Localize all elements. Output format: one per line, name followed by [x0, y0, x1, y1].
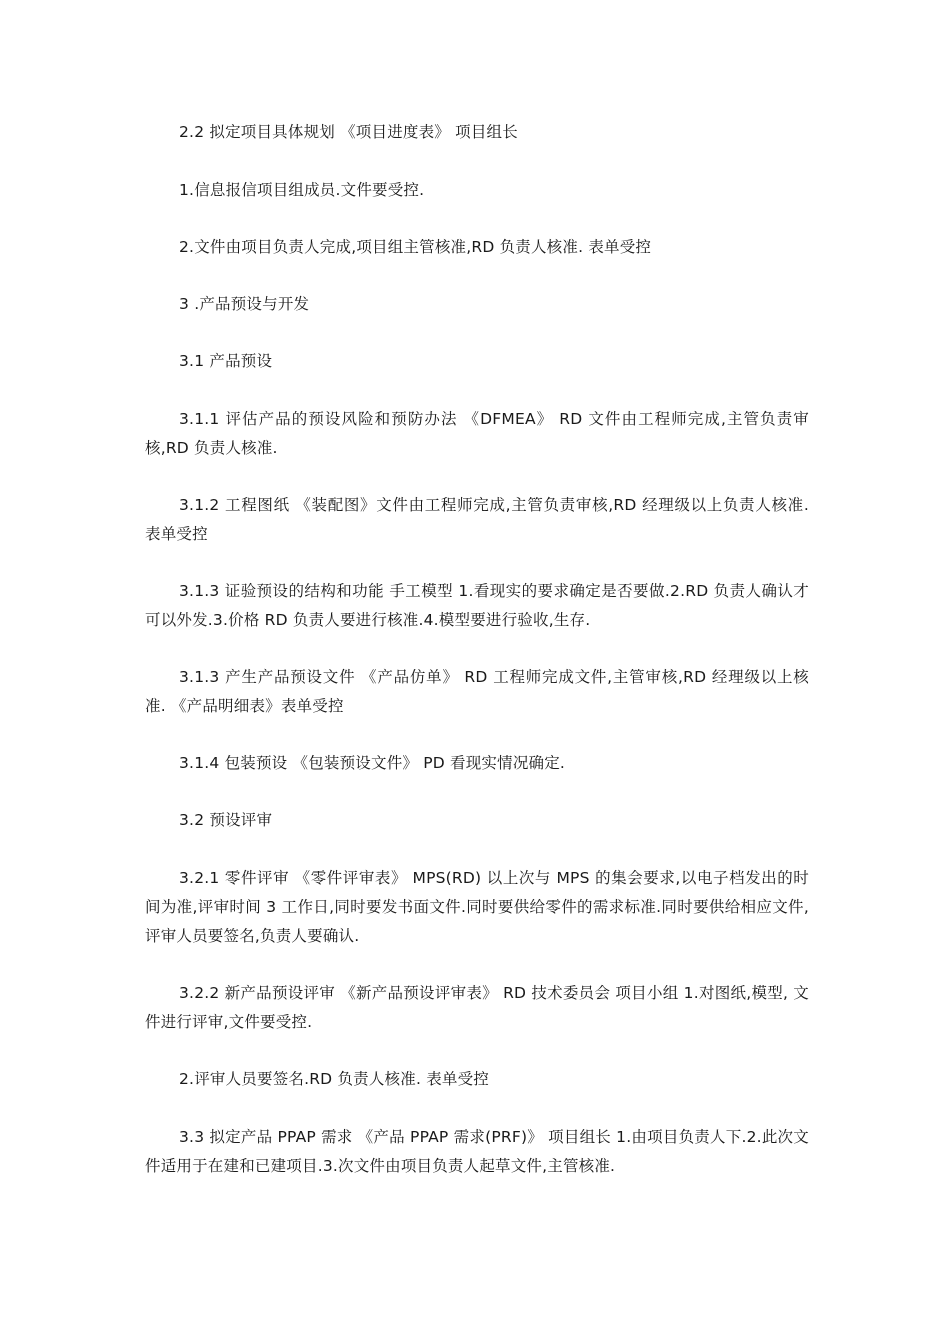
paragraph-3-heading: 3 .产品预设与开发	[179, 295, 310, 313]
paragraph-3-2-2: 3.2.2 新产品预设评审 《新产品预设评审表》 RD 技术委员会 项目小组 1.对图纸,模型, 文件进行评审,文件要受控.	[145, 984, 809, 1031]
paragraph-review-signoff: 2.评审人员要签名.RD 负责人核准. 表单受控	[179, 1070, 490, 1088]
paragraph-notify-members: 1.信息报信项目组成员.文件要受控.	[179, 181, 425, 199]
paragraph-file-approval: 2.文件由项目负责人完成,项目组主管核准,RD 负责人核准. 表单受控	[179, 238, 652, 256]
paragraph-3-1-2: 3.1.2 工程图纸 《装配图》文件由工程师完成,主管负责审核,RD 经理级以上负责人核准. 表单受控	[145, 496, 809, 543]
paragraph-3-1-3-docs: 3.1.3 产生产品预设文件 《产品仿单》 RD 工程师完成文件,主管审核,RD 经理级以上核准. 《产品明细表》表单受控	[145, 668, 809, 715]
paragraph-3-2-1: 3.2.1 零件评审 《零件评审表》 MPS(RD) 以上次与 MPS 的集会要求,以电子档发出的时间为准,评审时间 3 工作日,同时要发书面文件.同时要供给零件的需求标准.同时要供给相应文件,评审人员要签名,负责人要确认.	[145, 869, 809, 945]
paragraph-3-1: 3.1 产品预设	[179, 352, 273, 370]
paragraph-3-1-1: 3.1.1 评估产品的预设风险和预防办法 《DFMEA》 RD 文件由工程师完成,主管负责审核,RD 负责人核准.	[145, 410, 809, 457]
paragraph-2-2: 2.2 拟定项目具体规划 《项目进度表》 项目组长	[179, 123, 518, 141]
paragraph-3-1-3-model: 3.1.3 证验预设的结构和功能 手工模型 1.看现实的要求确定是否要做.2.RD 负责人确认才可以外发.3.价格 RD 负责人要进行核准.4.模型要进行验收,生存.	[145, 582, 809, 629]
paragraph-3-2: 3.2 预设评审	[179, 811, 273, 829]
paragraph-3-3: 3.3 拟定产品 PPAP 需求 《产品 PPAP 需求(PRF)》 项目组长 1.由项目负责人下.2.此次文件适用于在建和已建项目.3.次文件由项目负责人起草文件,主管核准.	[145, 1128, 809, 1175]
paragraph-3-1-4: 3.1.4 包装预设 《包装预设文件》 PD 看现实情况确定.	[179, 754, 566, 772]
